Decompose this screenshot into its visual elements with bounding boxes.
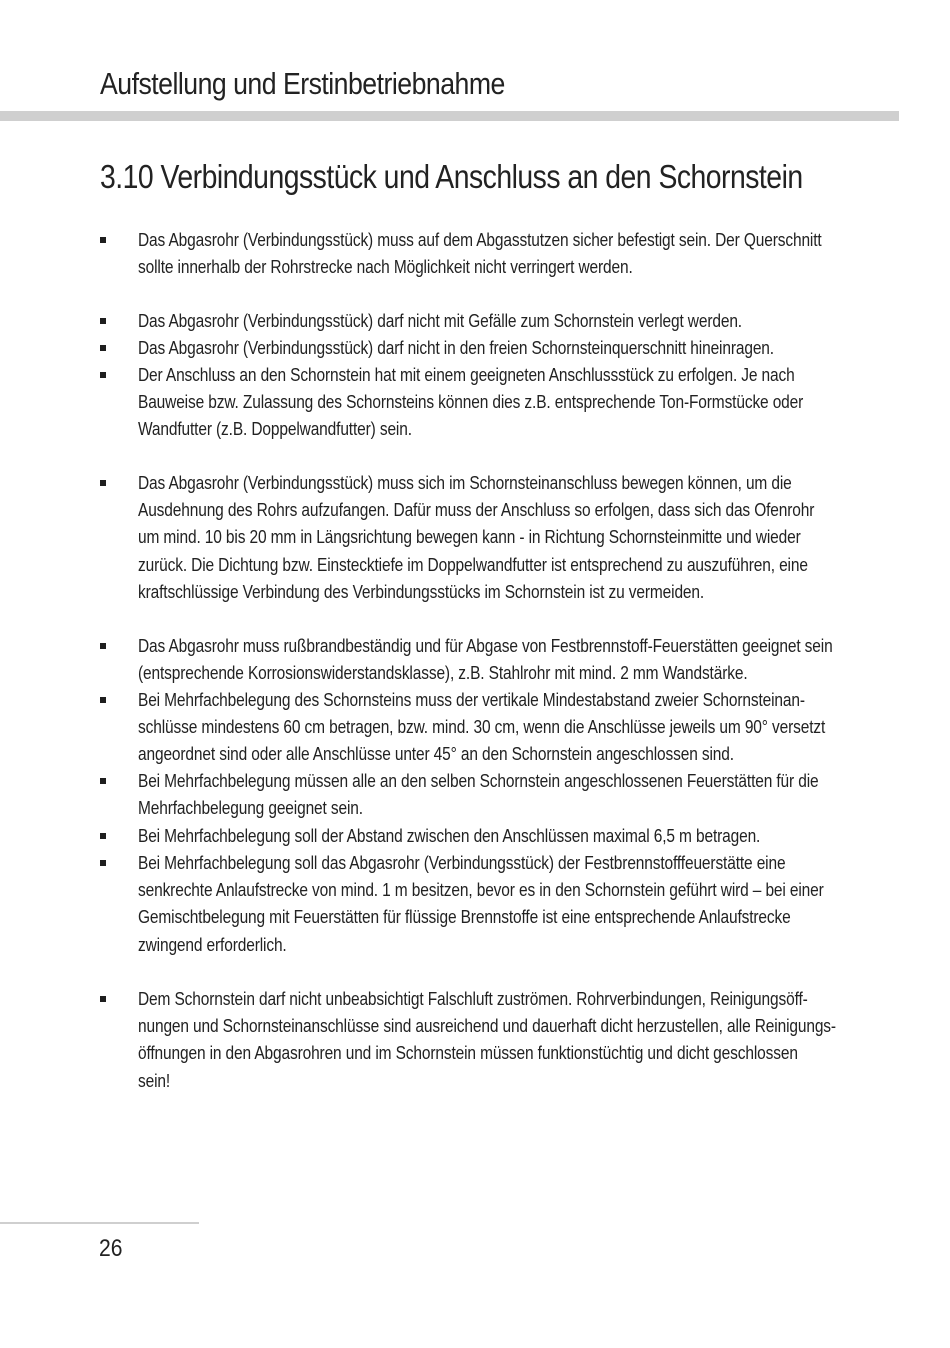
bullet-text: [138, 633, 938, 687]
bullet-marker-icon: [100, 237, 106, 243]
bullet-text: [138, 227, 938, 281]
bullet-text: [138, 335, 938, 362]
bullet-text-line: sollte innerhalb der Rohrstrecke nach Möglichkeit nicht verringert werden.: [138, 257, 633, 278]
bullet-text-line: kraftschlüssige Verbindung des Verbindungsstücks im Schornstein ist zu vermeiden.: [138, 581, 705, 602]
bullet-text-line: (entsprechende Korrosionswiderstandsklasse), z.B. Stahlrohr mit mind. 2 mm Wandstärke.: [138, 663, 748, 684]
bullet-text-line: Wandfutter (z.B. Doppelwandfutter) sein.: [138, 419, 412, 440]
footer-divider: [0, 1222, 199, 1224]
bullet-text-line: Das Abgasrohr (Verbindungsstück) darf nicht in den freien Schornsteinquerschnitt hineinragen.: [138, 338, 774, 358]
bullet-text-line: Bauweise bzw. Zulassung des Schornsteins können dies z.B. entsprechende Ton-Formstücke oder: [138, 392, 804, 413]
bullet-marker-icon: [100, 697, 106, 703]
bullet-marker-icon: [100, 372, 106, 378]
bullet-text: [138, 823, 938, 850]
bullet-text: [138, 687, 938, 769]
bullet-text-line: Dem Schornstein darf nicht unbeabsichtigt Falschluft zuströmen. Rohrverbindungen, Reinigungsöff-: [138, 989, 808, 1009]
bullet-text: [138, 850, 938, 959]
bullet-text-line: zurück. Die Dichtung bzw. Einstecktiefe im Doppelwandfutter ist entsprechend zu auszuführen, eine: [138, 554, 808, 575]
bullet-text-line: Das Abgasrohr (Verbindungsstück) muss auf dem Abgasstutzen sicher befestigt sein. Der Querschnitt: [138, 230, 822, 250]
bullet-text-line: senkrechte Anlaufstrecke von mind. 1 m besitzen, bevor es in den Schornstein geführt wird – bei einer: [138, 880, 824, 901]
bullet-text-line: Das Abgasrohr (Verbindungsstück) muss sich im Schornsteinanschluss bewegen können, um die: [138, 473, 792, 493]
bullet-text: [138, 308, 938, 335]
bullet-text: [138, 470, 938, 606]
bullet-text-line: Gemischtbelegung mit Feuerstätten für flüssige Brennstoffe ist eine entsprechende Anlaufstrecke: [138, 907, 791, 928]
bullet-text-line: sein!: [138, 1070, 171, 1091]
bullet-marker-icon: [100, 345, 106, 351]
bullet-text-line: Der Anschluss an den Schornstein hat mit einem geeigneten Anschlussstück zu erfolgen. Je nach: [138, 365, 795, 385]
page-number: 26: [99, 1235, 123, 1262]
bullet-marker-icon: [100, 860, 106, 866]
bullet-text-line: öffnungen in den Abgasrohren und im Schornstein müssen funktionstüchtig und dicht geschlossen: [138, 1043, 798, 1064]
bullet-marker-icon: [100, 480, 106, 486]
section-heading: 3.10 Verbindungsstück und Anschluss an den Schornstein: [100, 158, 803, 195]
bullet-text-line: nungen und Schornsteinanschlüsse sind ausreichend und dauerhaft dicht herzustellen, alle Reinigungs-: [138, 1016, 836, 1037]
bullet-text-line: Das Abgasrohr (Verbindungsstück) darf nicht mit Gefälle zum Schornstein verlegt werden.: [138, 311, 742, 331]
bullet-text: [138, 768, 938, 822]
bullet-text-line: Das Abgasrohr muss rußbrandbeständig und für Abgase von Festbrennstoff-Feuerstätten geeignet sein: [138, 636, 833, 656]
bullet-text-line: Bei Mehrfachbelegung des Schornsteins muss der vertikale Mindestabstand zweier Schornsteinan-: [138, 690, 805, 710]
bullet-marker-icon: [100, 778, 106, 784]
bullet-text: [138, 986, 938, 1095]
bullet-text-line: angeordnet sind oder alle Anschlüsse unter 45° an den Schornstein angeschlossen sind.: [138, 744, 734, 765]
bullet-text: [138, 362, 938, 444]
bullet-text-line: schlüsse mindestens 60 cm betragen, bzw. mind. 30 cm, wenn die Anschlüsse jeweils um 90° versetzt: [138, 717, 826, 738]
bullet-marker-icon: [100, 833, 106, 839]
bullet-text-line: Ausdehnung des Rohrs aufzufangen. Dafür muss der Anschluss so erfolgen, dass sich das Ofenrohr: [138, 500, 815, 521]
bullet-marker-icon: [100, 996, 106, 1002]
bullet-text-line: Bei Mehrfachbelegung soll der Abstand zwischen den Anschlüssen maximal 6,5 m betragen.: [138, 826, 761, 846]
bullet-text-line: Bei Mehrfachbelegung soll das Abgasrohr (Verbindungsstück) der Festbrennstofffeuerstätte eine: [138, 853, 786, 873]
bullet-text-line: um mind. 10 bis 20 mm in Längsrichtung bewegen kann - in Richtung Schornsteinmitte und wieder: [138, 527, 801, 548]
page-header-title: Aufstellung und Erstinbetriebnahme: [100, 66, 505, 101]
bullet-marker-icon: [100, 643, 106, 649]
bullet-text-line: Mehrfachbelegung geeignet sein.: [138, 798, 363, 819]
bullet-text-line: Bei Mehrfachbelegung müssen alle an den selben Schornstein angeschlossenen Feuerstätten für die: [138, 771, 819, 791]
bullet-marker-icon: [100, 318, 106, 324]
bullet-text-line: zwingend erforderlich.: [138, 934, 287, 955]
